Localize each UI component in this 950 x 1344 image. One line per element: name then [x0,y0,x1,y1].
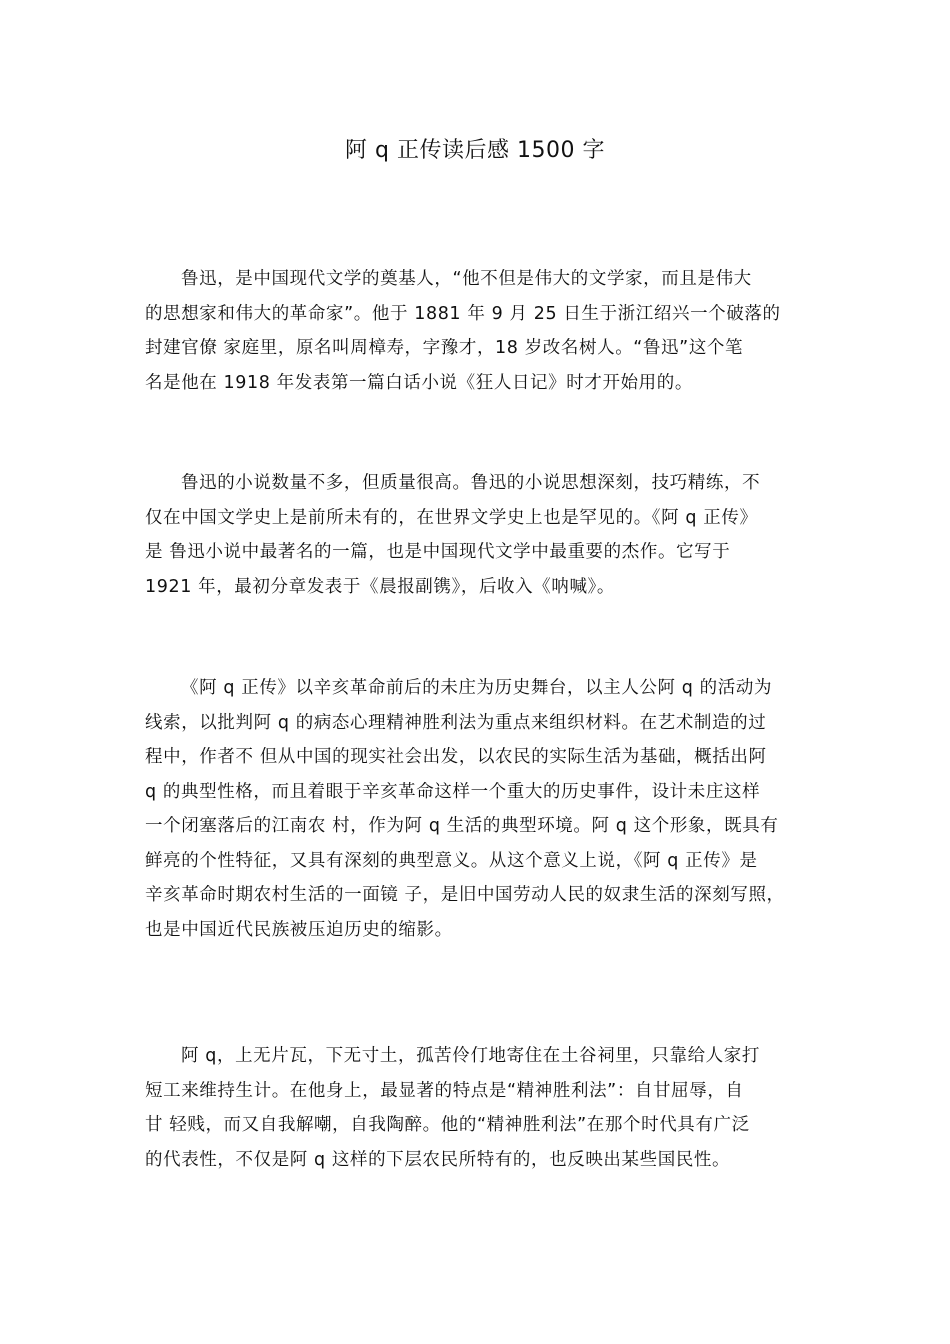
paragraph-line: 短工来维持生计。在他身上，最显著的特点是“精神胜利法”：自甘屈辱，自 [145,1080,744,1101]
paragraph-line: 甘 轻贱，而又自我解嘲，自我陶醉。他的“精神胜利法”在那个时代具有广泛 [145,1115,750,1135]
paragraph-line: 鲁迅，是中国现代文学的奠基人，“他不但是伟大的文学家，而且是伟大 [181,269,752,289]
paragraph-line: 《阿 q 正传》以辛亥革命前后的未庄为历史舞台，以主人公阿 q 的活动为 [181,678,773,698]
paragraph-2 [145,466,815,604]
paragraph-line: 也是中国近代民族被压迫历史的缩影。 [145,919,453,940]
paragraph-line: q 的典型性格，而且着眼于辛亥革命这样一个重大的历史事件，设计未庄这样 [145,781,761,802]
paragraph-line: 是 鲁迅小说中最著名的一篇，也是中国现代文学中最重要的杰作。它写于 [145,542,731,562]
paragraph-line: 封建官僚 家庭里，原名叫周樟寿，字豫才，18 岁改名树人。“鲁迅”这个笔 [145,338,744,358]
paragraph-line: 1921 年，最初分章发表于《晨报副镌》，后收入《呐喊》。 [145,576,615,597]
paragraph-line: 的代表性，不仅是阿 q 这样的下层农民所特有的，也反映出某些国民性。 [145,1149,731,1170]
paragraph-line: 一个闭塞落后的江南农 村，作为阿 q 生活的典型环境。阿 q 这个形象，既具有 [145,816,779,836]
paragraph-line: 鲜亮的个性特征，又具有深刻的典型意义。从这个意义上说，《阿 q 正传》是 [145,850,758,871]
paragraph-line: 的思想家和伟大的革命家”。他于 1881 年 9 月 25 日生于浙江绍兴一个破落的 [145,303,781,324]
paragraph-line: 阿 q，上无片瓦，下无寸土，孤苦伶仃地寄住在土谷祠里，只靠给人家打 [181,1046,760,1066]
paragraph-1 [145,262,815,400]
paragraph-line: 线索，以批判阿 q 的病态心理精神胜利法为重点来组织材料。在艺术制造的过 [145,712,767,733]
paragraph-line: 辛亥革命时期农村生活的一面镜 子，是旧中国劳动人民的奴隶生活的深刻写照， [145,885,785,905]
page-title: 阿 q 正传读后感 1500 字 [345,138,605,163]
paragraph-line: 程中，作者不 但从中国的现实社会出发，以农民的实际生活为基础，概括出阿 [145,747,767,767]
paragraph-line: 名是他在 1918 年发表第一篇白话小说《狂人日记》时才开始用的。 [145,372,693,393]
paragraph-4 [145,1039,815,1177]
paragraph-line: 仅在中国文学史上是前所未有的，在世界文学史上也是罕见的。《阿 q 正传》 [145,507,758,528]
paragraph-line: 鲁迅的小说数量不多，但质量很高。鲁迅的小说思想深刻，技巧精练，不 [181,473,761,493]
paragraph-3 [145,671,815,947]
